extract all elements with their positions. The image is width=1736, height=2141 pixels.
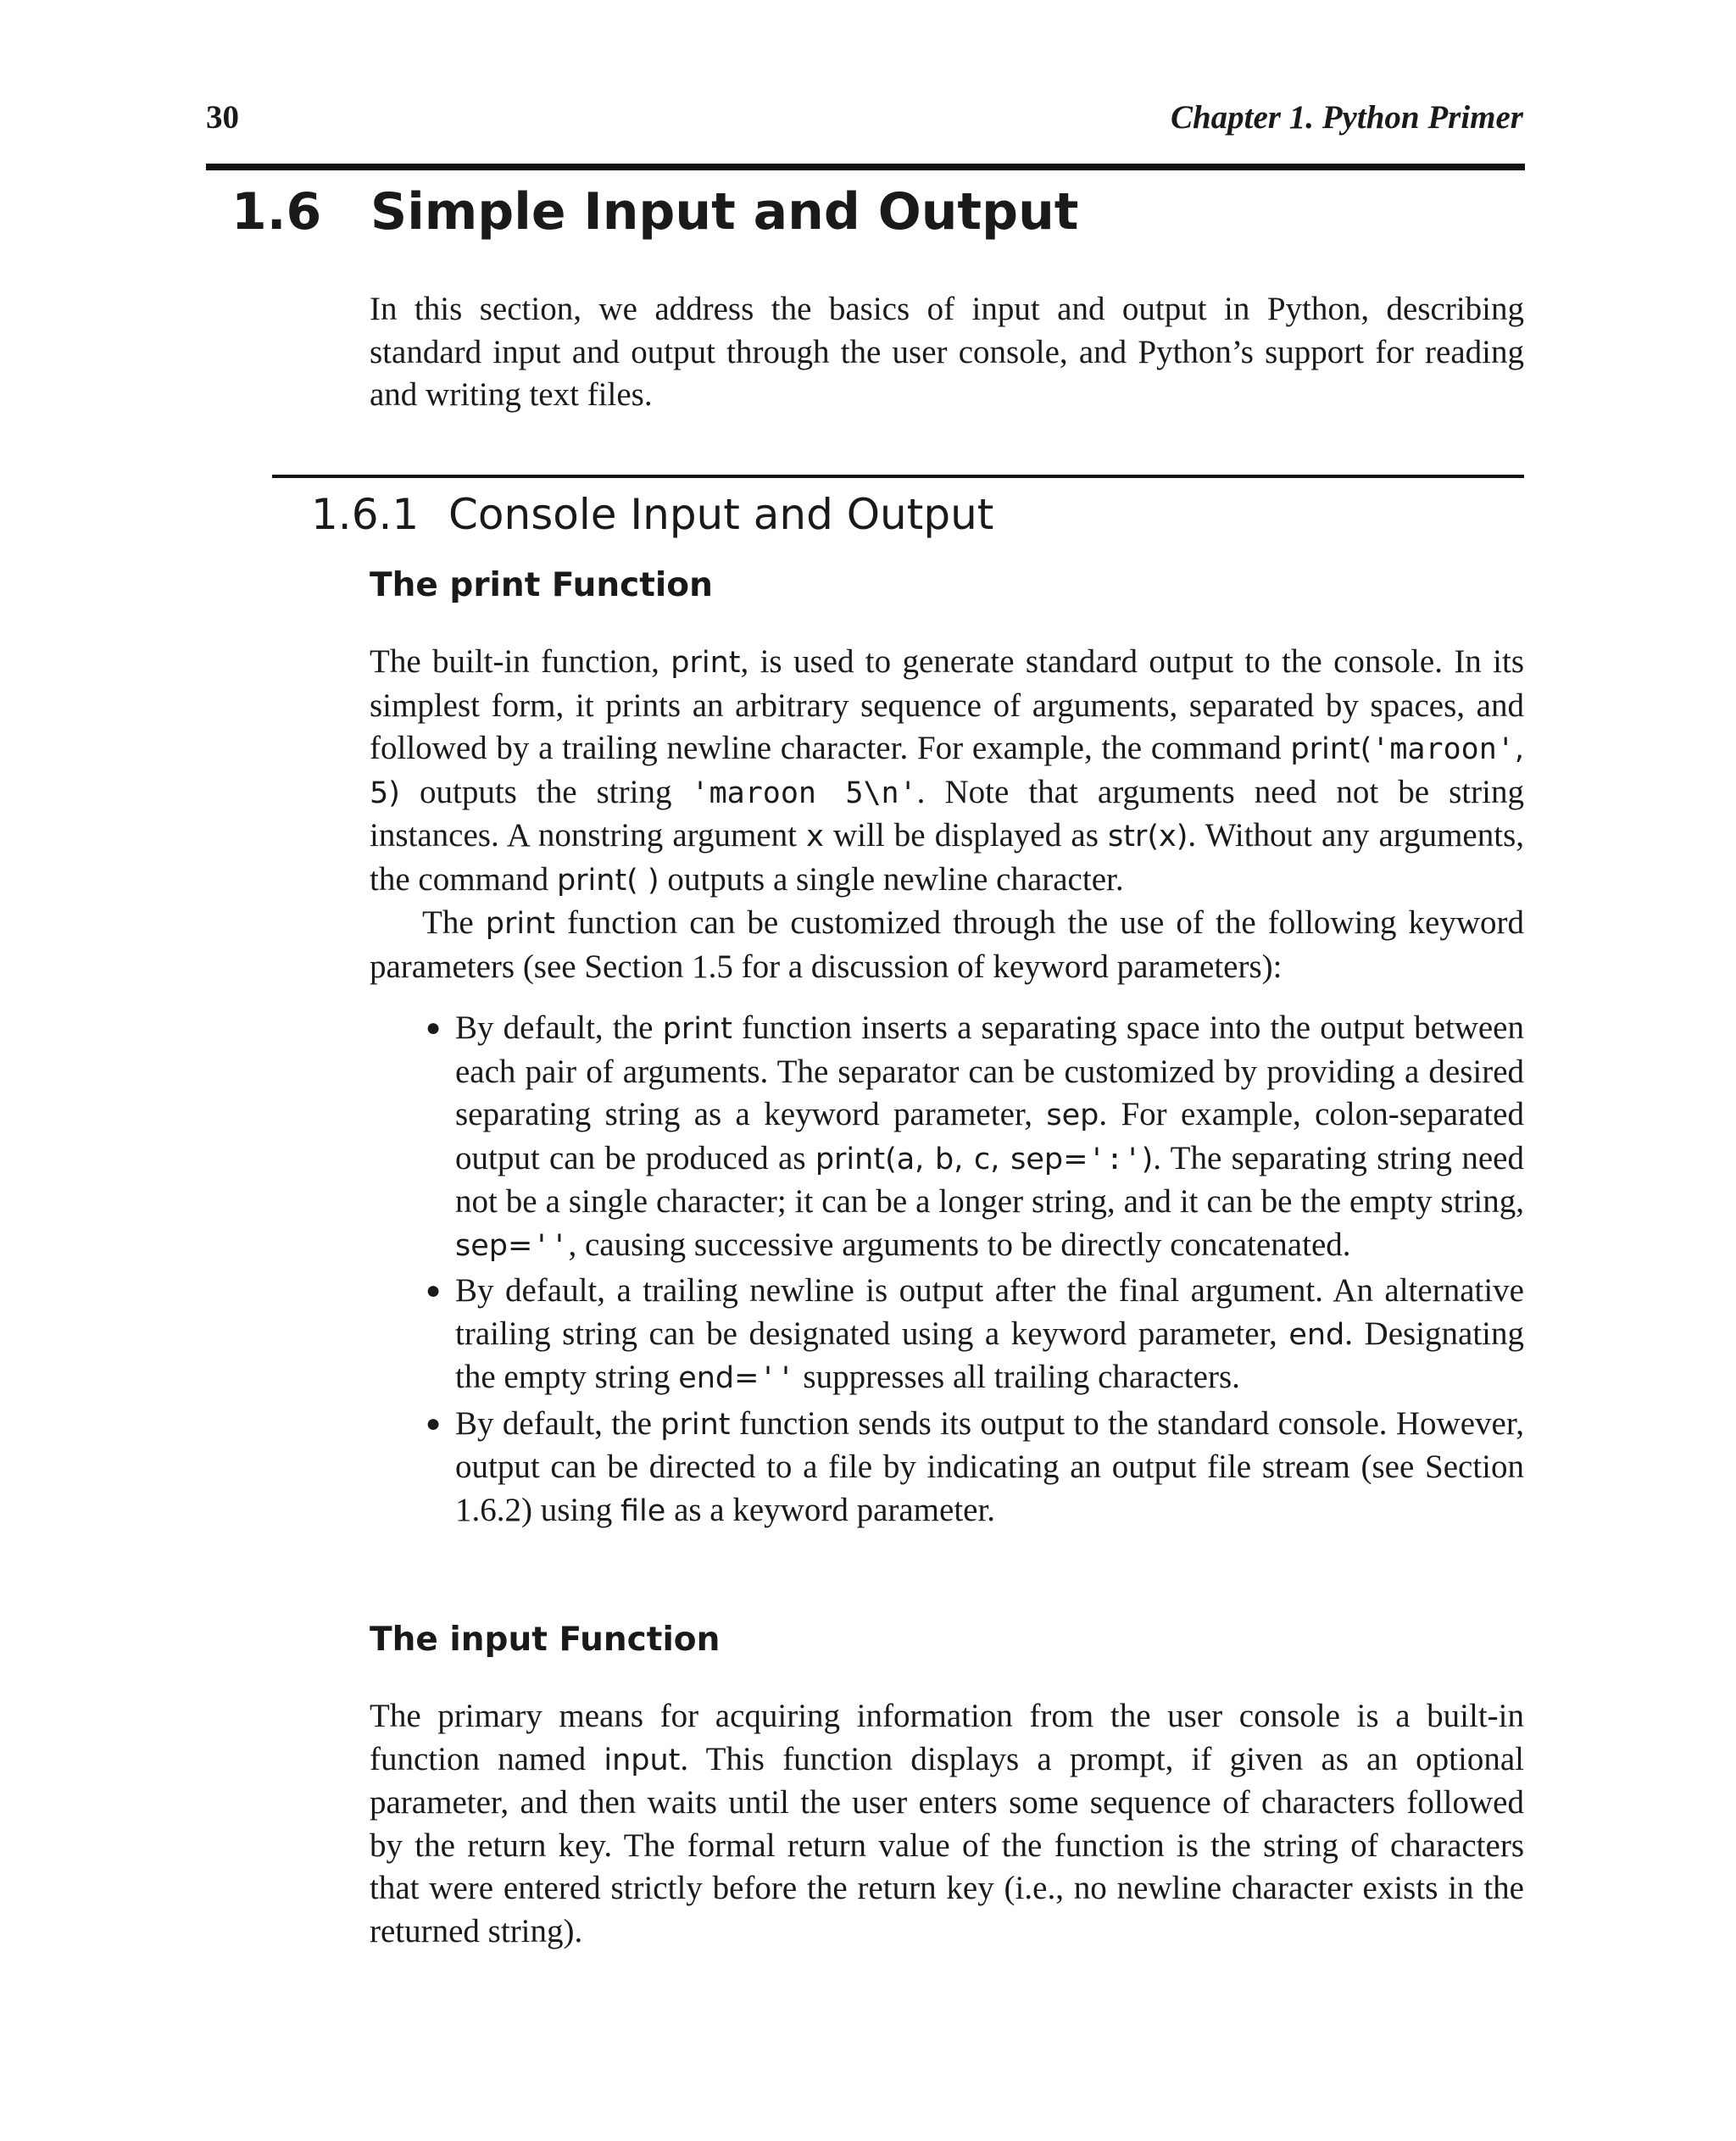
input-function-heading: The input Function: [370, 1621, 721, 1659]
inline-code: print( ): [556, 863, 659, 898]
inline-code: print(a, b, c, sep=: [815, 1142, 1088, 1176]
subsection-number: 1.6.1: [311, 490, 420, 539]
paragraph: The built-in function, print, is used to generate standard output to the console. In its simplest form, it prints an arbitrary sequence of arguments, separated by spaces, and followed by a trailing newline character. For example, the command print('maroon', 5) outputs the string 'maroon 5\n'. Note that arguments need not be string instances. A nonstring argument x will be displayed as str(x). Without any arguments, the command print( ) outputs a single newline character.: [370, 643, 1525, 898]
inline-code: 'maroon 5\n': [691, 776, 917, 810]
inline-code: print: [670, 646, 741, 680]
inline-code: sep=: [455, 1228, 533, 1263]
section-number: 1.6: [231, 182, 322, 242]
inline-code: x: [806, 820, 824, 854]
chapter-title: Chapter 1. Python Primer: [1170, 99, 1523, 136]
paragraph: The print function can be customized through the use of the following keyword parameters (see Section 1.5 for a discussion of keyword parameters):: [370, 904, 1524, 985]
keyword-parameter-list: [370, 1007, 1524, 1532]
section-heading: [231, 182, 1078, 242]
inline-code: print: [662, 1012, 732, 1046]
subsection-rule: [272, 475, 1524, 478]
page-header: [206, 98, 1523, 136]
page-number: 30: [206, 99, 239, 136]
inline-code: 'maroon': [1372, 732, 1515, 766]
inline-code: '': [532, 1228, 569, 1263]
section-intro: In this section, we address the basics of input and output in Python, describing standard input and output through the user console, and Python’s support for reading and writing text files.: [370, 291, 1524, 413]
print-function-heading: The print Function: [370, 566, 713, 604]
bullet-icon: ●: [426, 1014, 442, 1042]
paragraph: The primary means for acquiring information from the user console is a built-in function named input. This function displays a prompt, if given as an optional parameter, and then waits until the user enters some sequence of characters followed by the return key. The formal return value of the function is the string of characters that were entered strictly before the return key (i.e., no newline character exists in the returned string).: [370, 1698, 1524, 1949]
inline-code: print: [485, 907, 555, 941]
inline-code: file: [620, 1493, 666, 1528]
heading-code-input: input: [449, 1621, 548, 1659]
inline-code: ): [1141, 1142, 1154, 1176]
list-item: ● By default, the print function sends its output to the standard console. However, output can be directed to a file by indicating an output file stream (see Section 1.6.2) using file as a keyword parameter.: [370, 1403, 1524, 1533]
inline-code: print(: [1290, 732, 1372, 766]
section-rule: [206, 164, 1525, 170]
inline-code: '': [759, 1361, 795, 1395]
subsection-title: Console Input and Output: [448, 490, 994, 539]
list-item: ● By default, the print function inserts a separating space into the output between each pair of arguments. The separator can be customized by providing a desired separating string as a keyword parameter, sep. For example, colon-separated output can be produced as print(a, b, c, sep=':'). The separating string need not be a single character; it can be a longer string, and it can be the empty string, sep='', causing successive arguments to be directly concatenated.: [370, 1007, 1524, 1267]
bullet-icon: ●: [426, 1409, 442, 1438]
inline-code: print: [660, 1407, 731, 1442]
print-function-body: [370, 641, 1524, 1535]
subsection-heading: [311, 490, 993, 539]
heading-code-print: print: [449, 566, 541, 604]
inline-code: end: [1288, 1317, 1345, 1352]
section-title: Simple Input and Output: [370, 182, 1079, 242]
inline-code: input: [604, 1743, 681, 1777]
inline-code: ':': [1088, 1142, 1142, 1176]
inline-code: str(x): [1108, 820, 1188, 854]
bullet-icon: ●: [426, 1276, 442, 1304]
inline-code: sep: [1046, 1098, 1099, 1132]
inline-code: end=: [678, 1361, 760, 1395]
list-item: ● By default, a trailing newline is output after the final argument. An alternative trailing string can be designated using a keyword parameter, end. Designating the empty string end='' suppresses all trailing characters.: [370, 1270, 1524, 1400]
input-function-body: [370, 1695, 1524, 1953]
inline-code: , 5): [370, 732, 1524, 810]
